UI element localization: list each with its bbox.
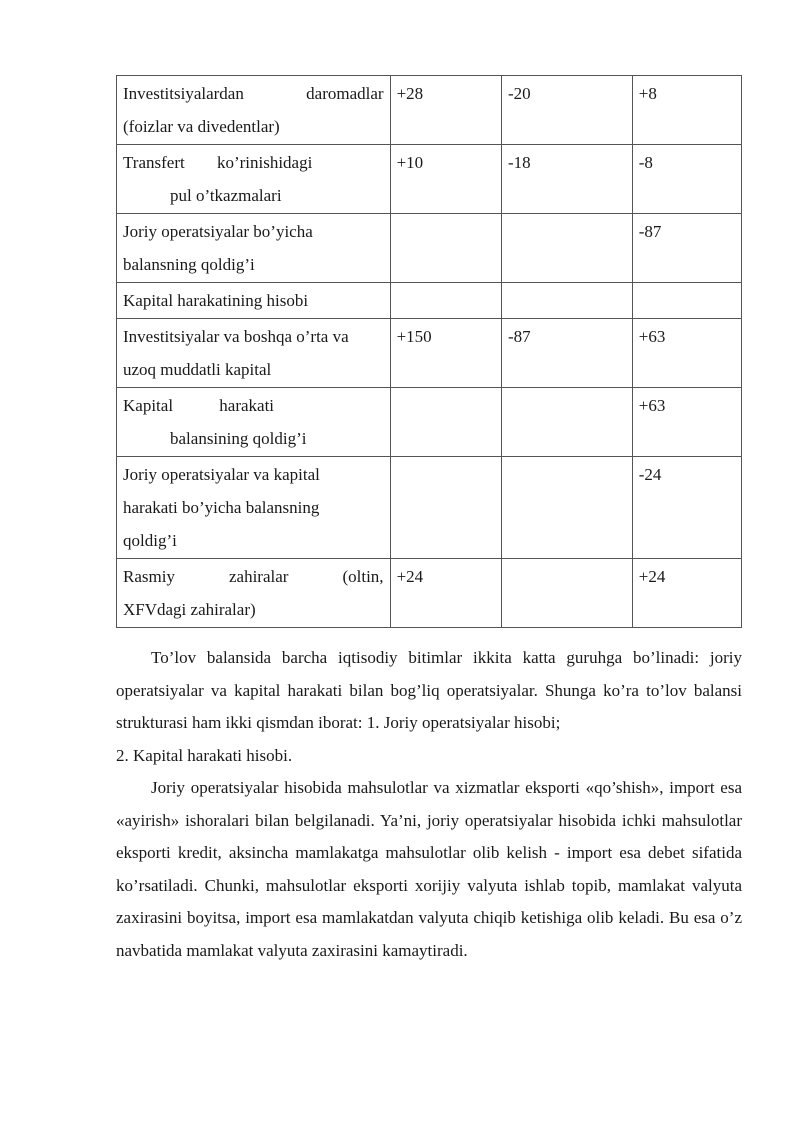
row-label-cell xyxy=(117,388,391,457)
table-row xyxy=(117,145,742,214)
value-cell: +63 xyxy=(632,388,741,457)
row-label-line: XFVdagi zahiralar) xyxy=(123,600,256,619)
value-cell xyxy=(390,214,501,283)
value-cell: +24 xyxy=(632,559,741,628)
value-cell xyxy=(390,388,501,457)
row-label-cell xyxy=(117,559,391,628)
row-label-line: uzoq muddatli kapital xyxy=(123,360,272,379)
row-label-line: Investitsiyalardan daromadlar xyxy=(123,84,384,103)
value-cell xyxy=(501,388,632,457)
value-cell: -20 xyxy=(501,76,632,145)
value-cell xyxy=(501,214,632,283)
value-cell: -87 xyxy=(501,319,632,388)
paragraph: To’lov balansida barcha iqtisodiy bitimlar ikkita katta guruhga bo’linadi: joriy operatsiyalar va kapital harakati bilan bog’liq operatsiyalar. Shunga ko’ra to’lov balansi strukturasi ham ikki qismdan iborat: 1. Joriy operatsiyalar hisobi; xyxy=(116,648,742,732)
row-label-cell xyxy=(117,457,391,559)
value-cell xyxy=(632,283,741,319)
row-label-line: balansining qoldig’i xyxy=(170,429,307,448)
value-cell: +8 xyxy=(632,76,741,145)
value-cell: +150 xyxy=(390,319,501,388)
paragraph: 2. Kapital harakati hisobi. xyxy=(116,745,293,765)
table-row xyxy=(117,559,742,628)
row-label-line: Joriy operatsiyalar va kapital xyxy=(123,465,320,484)
row-label-line: Transfert ko’rinishidagi xyxy=(123,153,313,172)
row-label-cell xyxy=(117,283,391,319)
table-row xyxy=(117,319,742,388)
table-row xyxy=(117,457,742,559)
value-cell xyxy=(390,283,501,319)
row-label-line: Kapital harakatining hisobi xyxy=(123,291,309,310)
value-cell xyxy=(390,457,501,559)
row-label-line: (foizlar va divedentlar) xyxy=(123,117,280,136)
value-cell: -24 xyxy=(632,457,741,559)
paragraph: Joriy operatsiyalar hisobida mahsulotlar va xizmatlar eksporti «qo’shish», import esa «ayirish» ishoralari bilan belgilanadi. Ya’ni, joriy operatsiyalar hisobida ichki mahsulotlar eksporti kredit, aksincha mamlakatga mahsulotlar olib kelish - import esa debet sifatida ko’rsatiladi. Chunki, mahsulotlar eksporti xorijiy valyuta ishlab topib, mamlakat valyuta zaxirasini boyitsa, import esa mamlakatdan valyuta chiqib ketishiga olib keladi. Bu esa o’z navbatida mamlakat valyuta zaxirasini kamaytiradi. xyxy=(116,778,742,960)
value-cell xyxy=(501,457,632,559)
row-label-line: Joriy operatsiyalar bo’yicha xyxy=(123,222,313,241)
row-label-line: qoldig’i xyxy=(123,531,177,550)
value-cell xyxy=(501,283,632,319)
value-cell: +10 xyxy=(390,145,501,214)
table-row xyxy=(117,214,742,283)
value-cell: +28 xyxy=(390,76,501,145)
balance-table xyxy=(116,75,742,628)
table-row xyxy=(117,76,742,145)
table-row xyxy=(117,283,742,319)
value-cell xyxy=(501,559,632,628)
value-cell: +63 xyxy=(632,319,741,388)
row-label-line: Kapital harakati xyxy=(123,396,275,415)
value-cell: -18 xyxy=(501,145,632,214)
row-label-line: harakati bo’yicha balansning xyxy=(123,498,320,517)
row-label-line: Investitsiyalar va boshqa o’rta va xyxy=(123,327,349,346)
row-label-cell xyxy=(117,214,391,283)
table-row xyxy=(117,388,742,457)
value-cell: -8 xyxy=(632,145,741,214)
value-cell: -87 xyxy=(632,214,741,283)
row-label-cell xyxy=(117,76,391,145)
value-cell: +24 xyxy=(390,559,501,628)
row-label-cell xyxy=(117,319,391,388)
row-label-line: balansning qoldig’i xyxy=(123,255,255,274)
row-label-cell xyxy=(117,145,391,214)
row-label-line: Rasmiy zahiralar (oltin, xyxy=(123,567,384,586)
body-text xyxy=(116,642,742,967)
row-label-line: pul o’tkazmalari xyxy=(170,186,282,205)
